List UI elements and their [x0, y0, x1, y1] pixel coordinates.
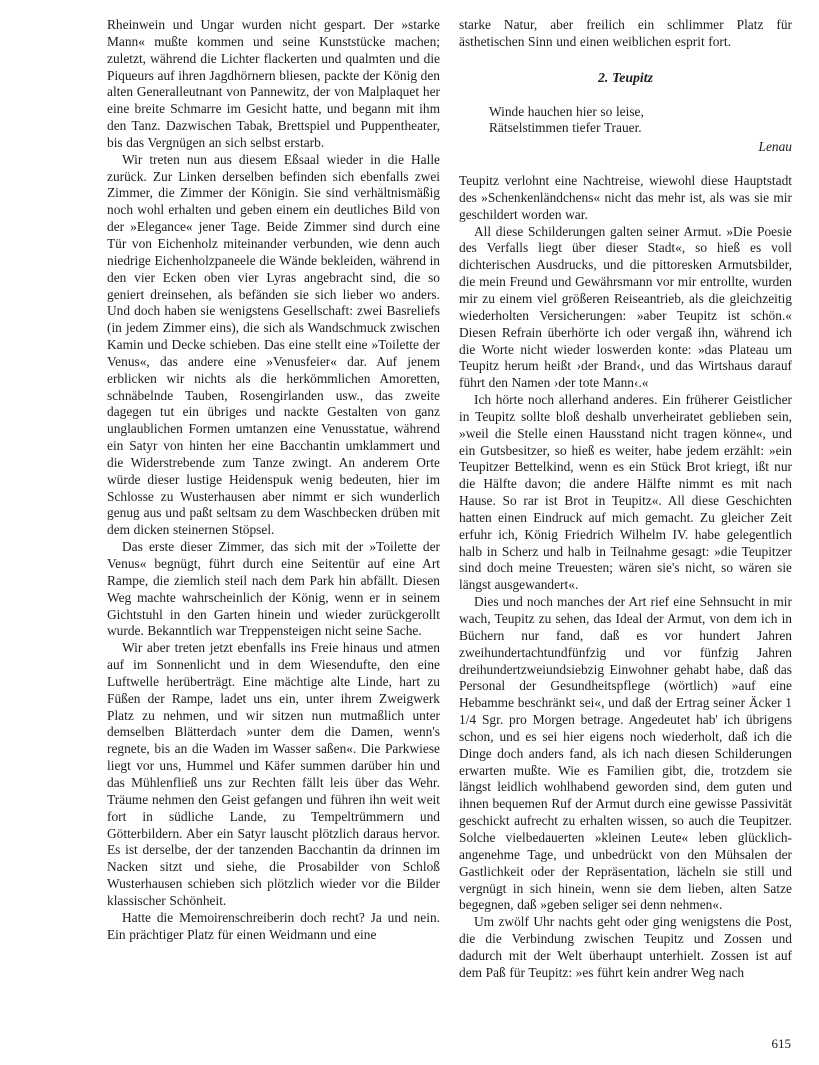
- paragraph: Wir treten nun aus diesem Eßsaal wieder in die Halle zurück. Zur Linken derselben befinden sich ebenfalls zwei Zimmer, die Zimmer der Königin. Sie sind verhältnismäßig noch wohl erhalten und geben einem ein deutliches Bild von der »Elegance« jener Tage. Beide Zimmer sind durch eine Tür von Eichenholz miteinander verbunden, wie denn auch niedrige Eichenholzpaneele die Wände bekleiden, während in den vier Ecken oben vier Lyras angebracht sind, die so geniert dreinsehen, als befänden sie sich lieber wo anders. Und doch haben sie wenigstens Gesellschaft: zwei Basreliefs (in jedem Zimmer eins), die sich als Wandschmuck zwischen Kamin und Decke schieben. Das eine stellt eine »Toilette der Venus«, das andere eine »Venusfeier« dar. Auf jenem erblicken wir nichts als die herkömmlichen Amoretten, schnäbelnde Tauben, Rosengirlanden usw., das zweite dagegen tut ein übriges und nackte Gestalten von ganz unglaublichen Formen umtanzen eine Venusstatue, während ein Satyr von hinten her eine Bacchantin umklammert und die Widerstrebende zum Tanze zwingt. An anderem Orte würde dieser lustige Heidenspuk wenig bedeuten, hier im Schlosse zu Wusterhausen aber nimmt er sich wunderlich genug aus und paßt seltsam zu dem Waschbecken drüben mit dem dicken steinernen Stöpsel.: [107, 151, 440, 538]
- paragraph: Ich hörte noch allerhand anderes. Ein früherer Geistlicher in Teupitz sollte bloß deshalb unverheiratet geblieben sein, »weil die Stelle einen Hausstand nicht tragen könne«, und ein Gutsbesitzer, so hieß es weiter, habe jedem erzählt: »ein Teupitzer Bettelkind, wenn es ein Stück Brot kriegt, ißt nur die Hälfte davon; die andere Hälfte nimmt es mit nach Hause. So rar ist Brot in Teupitz«. All diese Geschichten hatten einen Eindruck auf mich gemacht. Zu gleicher Zeit erfuhr ich, König Friedrich Wilhelm IV. habe gelegentlich halb in Scherz und halb in Teilnahme gesagt: »die Teupitzer sind doch meine Treuesten; wären sie's nicht, so wären sie längst ausgewandert«.: [459, 392, 792, 593]
- poem-quote: [459, 104, 792, 157]
- paragraph-continuation: Rheinwein und Ungar wurden nicht gespart. Der »starke Mann« mußte kommen und seine Kunststücke machen; zuletzt, während die Lichter flackerten und qualmten und die Piqueurs auf ihren Jagdhörnern bliesen, packte der König den alten Generalleutnant von Pannewitz, der von Malplaquet her eine breite Schmarre im Gesicht hatte, und begann mit ihm den Tanz. Dazwischen Tabak, Brettspiel und Puppentheater, bis das Vergnügen an sich selbst erstarb.: [107, 17, 440, 150]
- page-number: 615: [771, 1036, 791, 1051]
- left-column: [107, 17, 440, 982]
- paragraph: Dies und noch manches der Art rief eine Sehnsucht in mir wach, Teupitz zu sehen, das Ideal der Armut, von dem ich in Büchern nur fand, daß es vor hundert Jahren zweihundertachtundfünfzig und vor fünfzig Jahren dreihundertzweiundsiebzig Einwohner gehabt habe, daß das Personal der Gesundheitspflege (wörtlich) »auf eine Hebamme beschränkt sei«, und daß der Ertrag seiner Äcker 1 1/4 Sgr. pro Morgen betrage. Angedeutet hab' ich übrigens schon, und es sei hier eigens noch wiederholt, daß ich die Dinge doch anders fand, als ich nach diesen Schilderungen erwarten mußte. Wie es Familien gibt, die, trotzdem sie längst leidlich wohlhabend geworden sind, dem guten und ihnen bequemen Ruf der Armut durch eine gewisse Passivität geschickt aufrecht zu erhalten wissen, so auch die Teupitzer. Solche vielbedauerten »kleinen Leute« leben glücklich-angenehme Tage, und unbedrückt von den Mühsalen der Gastlichkeit oder der Repräsentation, lächeln sie still und vergnügt in sich hinein, wenn sie dem lieben, alten Satze begegnen, daß »geben seliger sei denn nehmen«.: [459, 594, 792, 913]
- paragraph-continuation: starke Natur, aber freilich ein schlimmer Platz für ästhetischen Sinn und einen weiblichen esprit fort.: [459, 17, 792, 49]
- poem-line: Rätselstimmen tiefer Trauer.: [489, 120, 642, 136]
- section-heading: 2. Teupitz: [598, 69, 653, 85]
- paragraph: Wir aber treten jetzt ebenfalls ins Freie hinaus und atmen auf im Sonnenlicht und in dem Wiesendufte, den eine Luftwelle herüberträgt. Eine mächtige alte Linde, hart zu Füßen der Rampe, ladet uns ein, unter ihrem Zweigwerk Platz zu nehmen, und wir sitzen nun mutmaßlich unter demselben Blätterdach »unter dem die Damen, wenn's regnete, bis an die Waden im Wasser saßen«. Die Parkwiese liegt vor uns, Hummel und Käfer summen darüber hin und das Mühlenfließ uns zur Rechten fällt leis über das Wehr. Träume nehmen den Geist gefangen und führen ihn weit weit fort in südliche Lande, zu Tempeltrümmern und Götterbildern. Aber ein Satyr lauscht plötzlich daraus hervor. Es ist derselbe, der der tanzenden Bacchantin da drinnen im Nacken sitzt und siehe, die Prosabilder von Schloß Wusterhausen schieben sich plötzlich wieder vor die Bilder klassischer Schönheit.: [107, 640, 440, 908]
- paragraph: Um zwölf Uhr nachts geht oder ging wenigstens die Post, die die Verbindung zwischen Teupitz und Zossen und dadurch mit der Welt überhaupt unterhielt. Zossen ist auf dem Paß für Teupitz: »es führt kein andrer Weg nach: [459, 914, 792, 980]
- poem-attribution: Lenau: [758, 139, 792, 155]
- page-content: [107, 17, 793, 982]
- paragraph: Teupitz verlohnt eine Nachtreise, wiewohl diese Hauptstadt des »Schenkenländchens« nicht das mehr ist, als was sie mir geschildert worden war.: [459, 173, 792, 222]
- poem-line: Winde hauchen hier so leise,: [489, 103, 644, 119]
- paragraph: Hatte die Memoirenschreiberin doch recht? Ja und nein. Ein prächtiger Platz für einen Weidmann und eine: [107, 909, 440, 942]
- right-column: [459, 17, 792, 982]
- paragraph: Das erste dieser Zimmer, das sich mit der »Toilette der Venus« begnügt, führt durch eine Seitentür auf eine Art Rampe, die ziemlich steil nach dem Park hin abfällt. Diesen Weg machte wahrscheinlich der König, wenn er in seinem Gichtstuhl in den Garten hinein und wieder zurückgerollt wurde. Bekanntlich war Treppensteigen nicht seine Sache.: [107, 539, 440, 639]
- paragraph: All diese Schilderungen galten seiner Armut. »Die Poesie des Verfalls liegt über dieser Stadt«, so hieß es voll dichterischen Ausdrucks, und die pittoresken Armutsbilder, die mein Freund und Gewährsmann vor mir entrollte, wurden mir zu einem viel größeren Reiseantrieb, als die gleichzeitig wiederholten Versicherungen: »aber Teupitz ist schön.« Diesen Refrain überhörte ich oder vergaß ihn, während ich die Worte nicht wieder loswerden konte: »das Plateau um Teupitz herum heißt ›der Brand‹, und das Wirtshaus darauf führt den Namen ›der tote Mann‹.«: [459, 223, 792, 391]
